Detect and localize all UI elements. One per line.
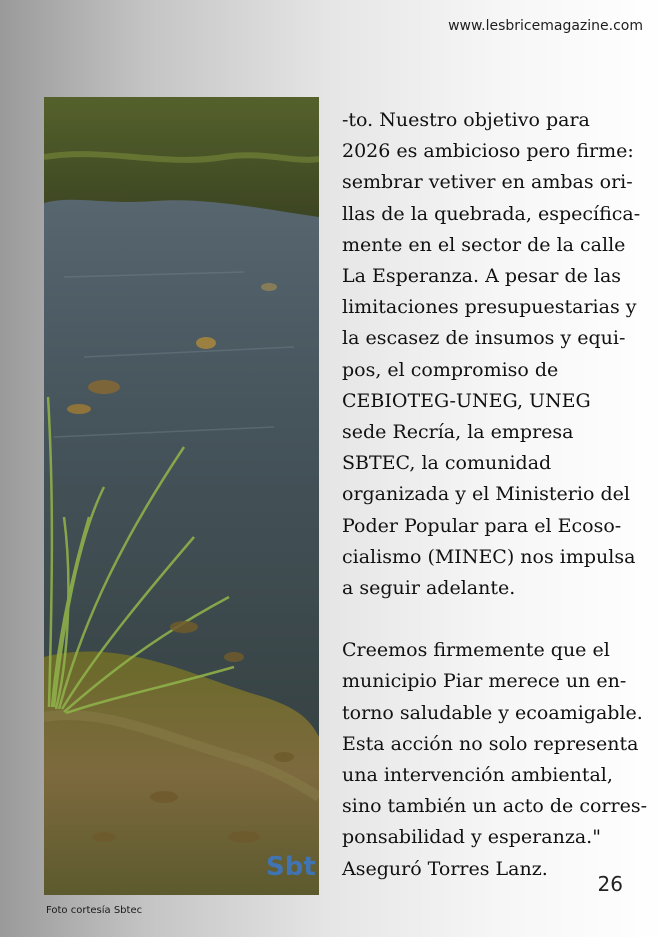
text-line: pos, el compromiso de [342,358,559,381]
text-line: CEBIOTEG-UNEG, UNEG [342,389,591,412]
text-line: la escasez de insumos y equi- [342,327,626,350]
article-body [342,105,652,885]
page-number: 26 [597,872,623,896]
text-line: ponsabilidad y esperanza." [342,826,601,849]
text-line: una intervención ambiental, [342,764,613,787]
text-line: cialismo (MINEC) nos impulsa [342,545,636,568]
text-line: Esta acción no solo representa [342,732,639,755]
text-line: sembrar vetiver en ambas ori- [342,171,633,194]
photo-caption: Foto cortesía Sbtec [46,905,143,916]
text-line: 2026 es ambicioso pero firme: [342,140,634,163]
text-line: sede Recría, la empresa [342,421,574,444]
text-line: -to. Nuestro objetivo para [342,109,590,131]
text-line: torno saludable y ecoamigable. [342,701,643,724]
article-paragraph-2 [342,635,652,885]
text-line: municipio Piar merece un en- [342,670,627,693]
magazine-url: www.lesbricemagazine.com [448,18,643,34]
text-line: llas de la quebrada, específica- [342,202,641,225]
text-line: mente en el sector de la calle [342,233,626,256]
photo-watermark: Sbt [266,852,316,882]
paragraph-spacer [342,604,652,635]
text-line: organizada y el Ministerio del [342,483,630,506]
text-line: Aseguró Torres Lanz. [342,857,548,880]
text-line: Creemos firmemente que el [342,639,610,662]
text-line: a seguir adelante. [342,577,516,600]
creek-photo-illustration [44,97,319,895]
creek-photo [44,97,319,895]
text-line: La Esperanza. A pesar de las [342,265,622,288]
text-line: SBTEC, la comunidad [342,452,552,475]
text-line: limitaciones presupuestarias y [342,296,637,319]
text-line: Poder Popular para el Ecoso- [342,514,622,537]
text-line: sino también un acto de corres- [342,795,647,818]
article-paragraph-1 [342,105,652,604]
